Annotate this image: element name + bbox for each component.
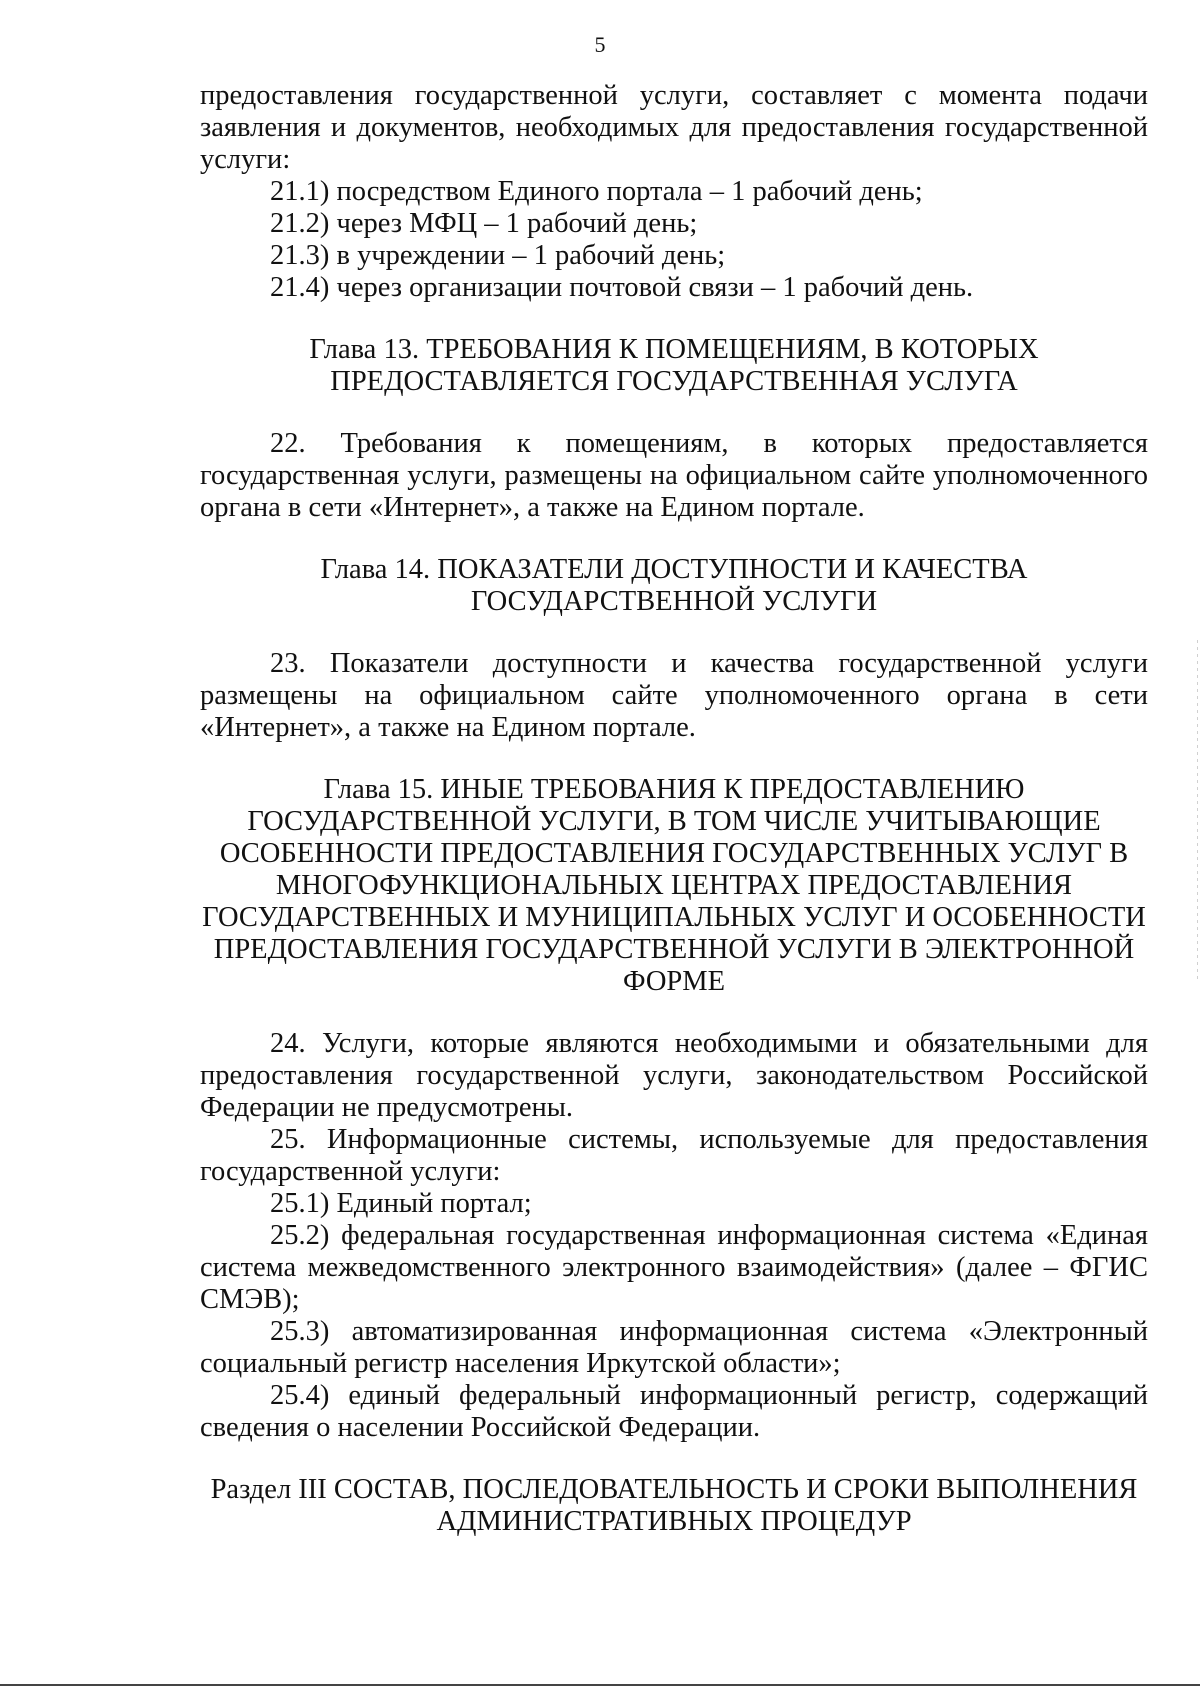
list-item-21-4: 21.4) через организации почтовой связи – 1 рабочий день.: [270, 272, 974, 303]
paragraph-22: 22. Требования к помещениям, в которых предоставляется государственная услуги, размещены на официальном сайте уполномоченного органа в сети «Интернет», а также на Едином портале.: [200, 428, 1148, 523]
list-item-25-2: 25.2) федеральная государственная информационная система «Единая система межведомственного электронного взаимодействия» (далее – ФГИС СМЭВ);: [200, 1220, 1148, 1315]
list-item-21-1: 21.1) посредством Единого портала – 1 рабочий день;: [270, 176, 923, 207]
chapter-14-heading: Глава 14. ПОКАЗАТЕЛИ ДОСТУПНОСТИ И КАЧЕСТВА ГОСУДАРСТВЕННОЙ УСЛУГИ: [320, 554, 1028, 617]
page-content: [200, 80, 1148, 1538]
paragraph-21-continuation: предоставления государственной услуги, составляет с момента подачи заявления и документов, необходимых для предоставления государственной услуги:: [200, 80, 1148, 175]
chapter-13-heading: Глава 13. ТРЕБОВАНИЯ К ПОМЕЩЕНИЯМ, В КОТОРЫХ ПРЕДОСТАВЛЯЕТСЯ ГОСУДАРСТВЕННАЯ УСЛУГА: [309, 334, 1039, 397]
scan-edge-artifact: [1197, 640, 1198, 980]
page-number: 5: [594, 32, 606, 57]
paragraph-25: 25. Информационные системы, используемые для предоставления государственной услуги:: [200, 1124, 1148, 1187]
paragraph-24: 24. Услуги, которые являются необходимыми и обязательными для предоставления государственной услуги, законодательством Российской Федерации не предусмотрены.: [200, 1028, 1148, 1123]
bottom-edge-line: [0, 1684, 1200, 1686]
list-item-25-1: 25.1) Единый портал;: [270, 1188, 532, 1219]
paragraph-23: 23. Показатели доступности и качества государственной услуги размещены на официальном сайте уполномоченного органа в сети «Интернет», а также на Едином портале.: [200, 648, 1148, 743]
list-item-21-3: 21.3) в учреждении – 1 рабочий день;: [270, 240, 726, 271]
list-item-25-3: 25.3) автоматизированная информационная система «Электронный социальный регистр населения Иркутской области»;: [200, 1316, 1148, 1379]
list-item-25-4: 25.4) единый федеральный информационный регистр, содержащий сведения о населении Российской Федерации.: [200, 1380, 1148, 1443]
chapter-15-heading: Глава 15. ИНЫЕ ТРЕБОВАНИЯ К ПРЕДОСТАВЛЕНИЮ ГОСУДАРСТВЕННОЙ УСЛУГИ, В ТОМ ЧИСЛЕ УЧИТЫВАЮЩИЕ ОСОБЕННОСТИ ПРЕДОСТАВЛЕНИЯ ГОСУДАРСТВЕННЫХ УСЛУГ В МНОГОФУНКЦИОНАЛЬНЫХ ЦЕНТРАХ ПРЕДОСТАВЛЕНИЯ ГОСУДАРСТВЕННЫХ И МУНИЦИПАЛЬНЫХ УСЛУГ И ОСОБЕННОСТИ ПРЕДОСТАВЛЕНИЯ ГОСУДАРСТВЕННОЙ УСЛУГИ В ЭЛЕКТРОННОЙ ФОРМЕ: [202, 774, 1146, 997]
section-3-heading: Раздел III СОСТАВ, ПОСЛЕДОВАТЕЛЬНОСТЬ И СРОКИ ВЫПОЛНЕНИЯ АДМИНИСТРАТИВНЫХ ПРОЦЕДУР: [210, 1474, 1138, 1537]
list-item-21-2: 21.2) через МФЦ – 1 рабочий день;: [270, 208, 698, 239]
